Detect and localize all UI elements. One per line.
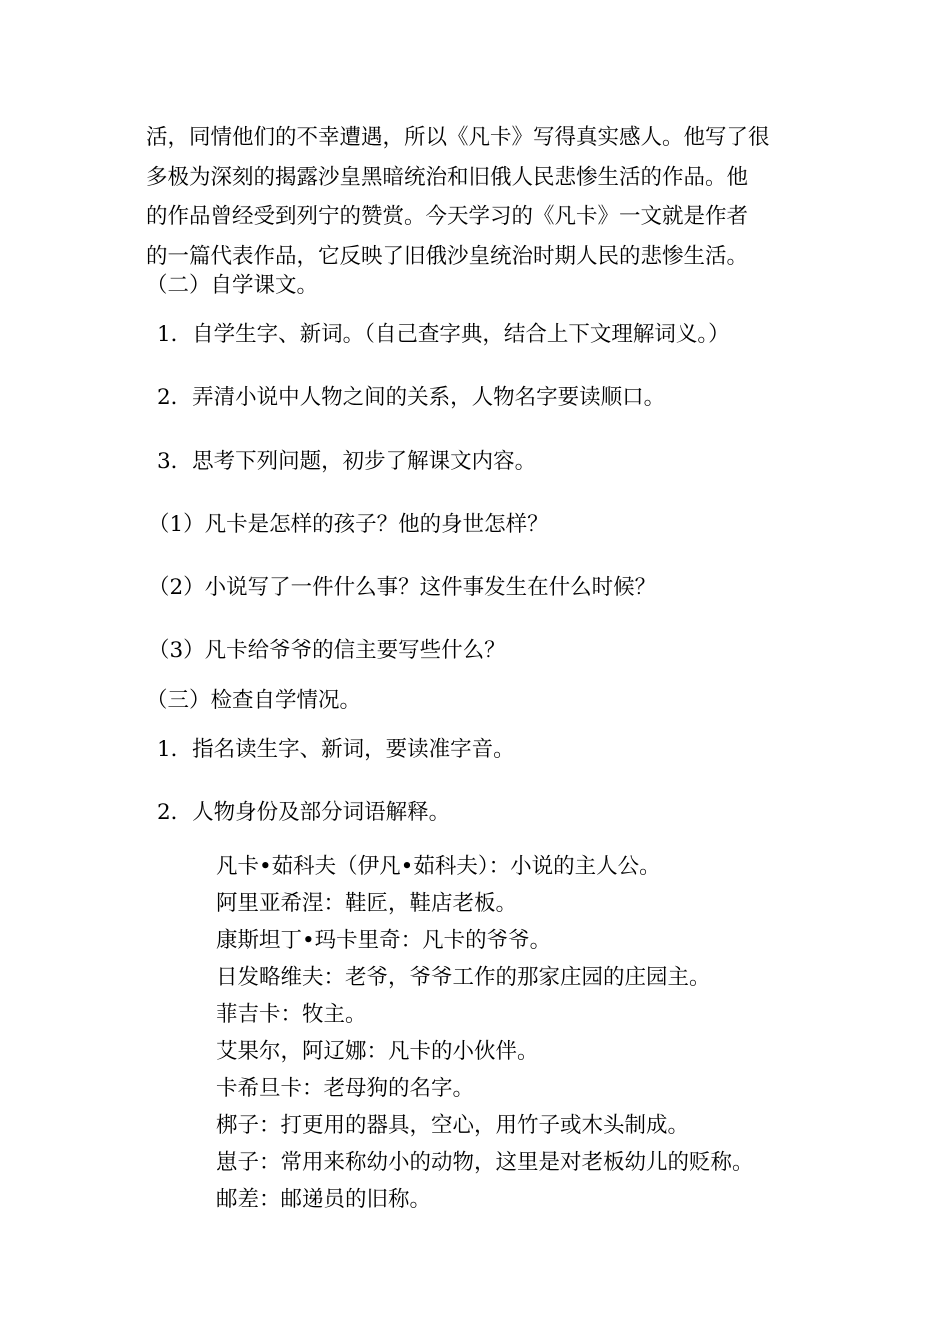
section-2-item-1: 1．自学生字、新词。（自己查字典，结合上下文理解词义。）: [157, 322, 730, 347]
intro-line: 活，同情他们的不幸遭遇，所以《凡卡》写得真实感人。他写了很: [146, 125, 770, 150]
section-3-item-2: 2．人物身份及部分词语解释。: [157, 800, 451, 825]
section-3-heading: （三）检查自学情况。: [146, 688, 362, 713]
intro-paragraph: [146, 118, 816, 276]
question-3: （3）凡卡给爷爷的信主要写些什么？: [148, 638, 506, 663]
glossary-entry: 艾果尔，阿辽娜：凡卡的小伙伴。: [216, 1039, 539, 1064]
question-2: （2）小说写了一件什么事？这件事发生在什么时候？: [148, 575, 657, 600]
question-1: （1）凡卡是怎样的孩子？他的身世怎样？: [148, 512, 549, 537]
glossary-entry: 阿里亚希涅：鞋匠，鞋店老板。: [216, 891, 518, 916]
intro-line: 多极为深刻的揭露沙皇黑暗统治和旧俄人民悲惨生活的作品。他: [146, 164, 749, 190]
glossary-entry: 日发略维夫：老爷，爷爷工作的那家庄园的庄园主。: [216, 965, 711, 990]
intro-line: 的作品曾经受到列宁的赞赏。今天学习的《凡卡》一文就是作者: [146, 204, 749, 229]
section-2-item-2: 2．弄清小说中人物之间的关系，人物名字要读顺口。: [157, 385, 666, 410]
glossary-entry: 康斯坦丁•玛卡里奇：凡卡的爷爷。: [216, 928, 552, 953]
section-3-item-1: 1．指名读生字、新词，要读准字音。: [157, 737, 515, 762]
glossary-entry: 崽子：常用来称幼小的动物，这里是对老板幼儿的贬称。: [216, 1150, 754, 1175]
intro-line: 的一篇代表作品，它反映了旧俄沙皇统治时期人民的悲惨生活。: [146, 243, 749, 269]
glossary-entry: 梆子：打更用的器具，空心，用竹子或木头制成。: [216, 1113, 690, 1138]
section-2-heading: （二）自学课文。: [146, 273, 319, 298]
glossary-entry: 菲吉卡：牧主。: [216, 1002, 367, 1027]
glossary-entry: 邮差：邮递员的旧称。: [216, 1187, 432, 1212]
section-2-item-3: 3．思考下列问题，初步了解课文内容。: [157, 449, 537, 474]
glossary-entry: 卡希旦卡：老母狗的名字。: [216, 1076, 475, 1101]
glossary-entry: 凡卡•茹科夫（伊凡•茹科夫）：小说的主人公。: [216, 854, 661, 879]
glossary-list: [216, 848, 754, 1218]
